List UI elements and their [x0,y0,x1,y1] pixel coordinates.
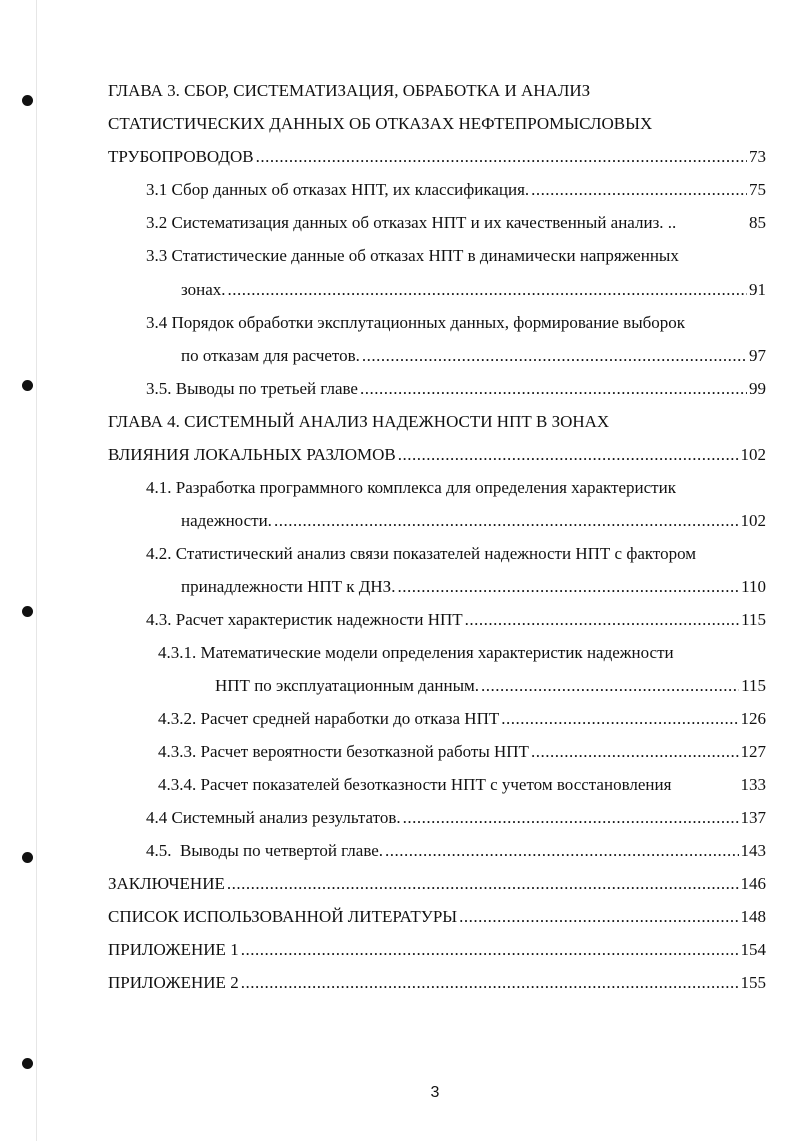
toc-appendix-2-title: ПРИЛОЖЕНИЕ 2 [108,973,239,992]
toc-section-4-3-page: 115 [741,610,766,629]
toc-section-4-3[interactable] [146,610,766,630]
toc-chapter-3[interactable] [108,81,768,101]
leader-dots [227,874,739,894]
toc-section-4-5-title: 4.5. Выводы по четвертой главе. [146,841,384,860]
toc-section-4-2-line2: принадлежности НПТ к ДНЗ. [181,577,396,596]
toc-section-4-4-page: 137 [740,808,766,827]
toc-section-3-2[interactable] [146,213,766,233]
toc-subsection-4-3-4-title: 4.3.4. Расчет показателей безотказности НПТ с учетом восстановления [158,775,672,794]
toc-section-4-3-title: 4.3. Расчет характеристик надежности НПТ [146,610,463,629]
leader-dots [481,676,739,696]
toc-chapter-3-line2: СТАТИСТИЧЕСКИХ ДАННЫХ ОБ ОТКАЗАХ НЕФТЕПРОМЫСЛОВЫХ [108,114,653,133]
toc-subsection-4-3-1-line1: 4.3.1. Математические модели определения характеристик надежности [158,643,674,662]
leader-dots [274,511,739,531]
toc-conclusion[interactable] [108,874,766,894]
toc-references-title: СПИСОК ИСПОЛЬЗОВАННОЙ ЛИТЕРАТУРЫ [108,907,458,926]
leader-dots [228,280,747,300]
toc-conclusion-title: ЗАКЛЮЧЕНИЕ [108,874,225,893]
leader-dots [385,841,738,861]
toc-section-3-4-line2: по отказам для расчетов. [181,346,360,365]
toc-appendix-2-page: 155 [740,973,766,992]
toc-section-3-4-line1: 3.4 Порядок обработки эксплутационных данных, формирование выборок [146,313,686,332]
binder-hole-3 [22,606,33,617]
binder-hole-4 [22,852,33,863]
toc-section-3-4[interactable] [146,313,766,333]
toc-chapter-4-line1: ГЛАВА 4. СИСТЕМНЫЙ АНАЛИЗ НАДЕЖНОСТИ НПТ В ЗОНАХ [108,412,610,431]
toc-section-4-1-line1: 4.1. Разработка программного комплекса для определения характеристик [146,478,676,497]
leader-dots [397,577,739,597]
toc-section-4-4-title: 4.4 Системный анализ результатов. [146,808,401,827]
toc-chapter-3-page: 73 [749,147,766,166]
leader-dots [403,808,739,828]
toc-appendix-2[interactable] [108,973,766,993]
toc-chapter-3-cont [108,114,768,134]
toc-section-4-1[interactable] [146,478,766,498]
toc-subsection-4-3-2[interactable] [158,709,766,729]
toc-subsection-4-3-2-page: 126 [740,709,766,728]
toc-section-3-3-line1: 3.3 Статистические данные об отказах НПТ в динамически напряженных [146,246,679,265]
leader-dots [531,742,739,762]
toc-section-4-1-page: 102 [740,511,766,530]
toc-subsection-4-3-3-page: 127 [740,742,766,761]
toc-section-3-1[interactable] [146,180,766,200]
leader-dots [360,379,747,399]
toc-references[interactable] [108,907,766,927]
toc-section-3-3-line2: зонах. [181,280,226,299]
toc-chapter-4-line2: ВЛИЯНИЯ ЛОКАЛЬНЫХ РАЗЛОМОВ [108,445,396,464]
toc-section-3-3-cont [181,280,766,300]
page-number: 3 [430,1084,440,1101]
toc-section-4-4[interactable] [146,808,766,828]
toc-section-4-5[interactable] [146,841,766,861]
toc-subsection-4-3-1-line2: НПТ по эксплуатационным данным. [215,676,479,695]
toc-subsection-4-3-1-cont [215,676,766,696]
toc-section-3-1-page: 75 [749,180,766,199]
leader-dots [241,973,739,993]
toc-section-3-5[interactable] [146,379,766,399]
leader-dots [465,610,739,630]
binder-hole-1 [22,95,33,106]
toc-subsection-4-3-2-title: 4.3.2. Расчет средней наработки до отказа НПТ [158,709,500,728]
toc-section-3-3-page: 91 [749,280,766,299]
toc-references-page: 148 [740,907,766,926]
leader-dots [398,445,739,465]
toc-section-3-5-page: 99 [749,379,766,398]
toc-subsection-4-3-3[interactable] [158,742,766,762]
toc-subsection-4-3-1[interactable] [158,643,768,663]
toc-subsection-4-3-1-page: 115 [741,676,766,695]
toc-chapter-4-page: 102 [740,445,766,464]
toc-section-3-2-page: 85 [749,213,766,232]
toc-subsection-4-3-4[interactable] [158,775,766,795]
toc-section-4-2-cont [181,577,766,597]
toc-appendix-1[interactable] [108,940,766,960]
binder-hole-5 [22,1058,33,1069]
toc-chapter-3-last [108,147,766,167]
toc-section-4-2-line1: 4.2. Статистический анализ связи показателей надежности НПТ с фактором [146,544,697,563]
leader-dots [362,346,747,366]
toc-subsection-4-3-4-page: 133 [740,775,766,794]
leader-dots [501,709,738,729]
toc-section-3-3[interactable] [146,246,766,266]
toc-section-3-2-title: 3.2 Систематизация данных об отказах НПТ и их качественный анализ. .. [146,213,677,232]
toc-chapter-3-line1: ГЛАВА 3. СБОР, СИСТЕМАТИЗАЦИЯ, ОБРАБОТКА И АНАЛИЗ [108,81,591,100]
toc-appendix-1-title: ПРИЛОЖЕНИЕ 1 [108,940,239,959]
binder-hole-2 [22,380,33,391]
toc-section-4-1-cont [181,511,766,531]
toc-section-4-5-page: 143 [740,841,766,860]
toc-section-4-1-line2: надежности. [181,511,272,530]
toc-section-3-5-title: 3.5. Выводы по третьей главе [146,379,358,398]
toc-appendix-1-page: 154 [740,940,766,959]
scan-margin-edge [0,0,37,1141]
toc-conclusion-page: 146 [740,874,766,893]
leader-dots [256,147,747,167]
toc-section-3-1-title: 3.1 Сбор данных об отказах НПТ, их классификация. [146,180,530,199]
toc-section-3-4-page: 97 [749,346,766,365]
leader-dots [531,180,747,200]
toc-section-4-2[interactable] [146,544,771,564]
toc-chapter-4[interactable] [108,412,768,432]
leader-dots [241,940,739,960]
leader-dots [459,907,738,927]
toc-subsection-4-3-3-title: 4.3.3. Расчет вероятности безотказной работы НПТ [158,742,529,761]
toc-chapter-3-line3: ТРУБОПРОВОДОВ [108,147,254,166]
toc-section-3-4-cont [181,346,766,366]
toc-chapter-4-cont [108,445,766,465]
toc-section-4-2-page: 110 [741,577,766,596]
